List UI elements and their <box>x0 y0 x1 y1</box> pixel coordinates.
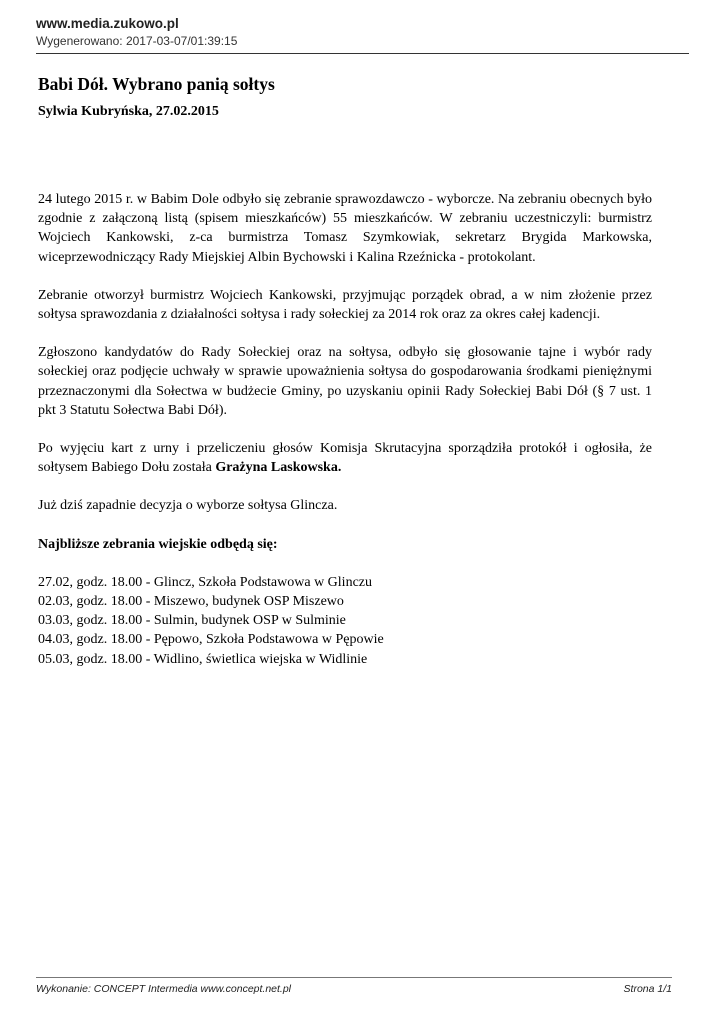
paragraph-2: Zebranie otworzył burmistrz Wojciech Kankowski, przyjmując porządek obrad, a w nim złożenie przez sołtysa sprawozdania z działalności sołtysa i rady sołeckiej za 2014 rok oraz za okres całej kadencji. <box>38 287 652 323</box>
elected-soltys-name: Grażyna Laskowska. <box>215 460 342 476</box>
meeting-item: 04.03, godz. 18.00 - Pępowo, Szkoła Podstawowa w Pępowie <box>38 632 384 648</box>
footer-credit: Wykonanie: CONCEPT Intermedia www.concept.net.pl <box>36 983 292 995</box>
page-number: Strona 1/1 <box>623 983 672 995</box>
paragraph-3: Zgłoszono kandydatów do Rady Sołeckiej oraz na sołtysa, odbyło się głosowanie tajne i wybór rady sołeckiej oraz podjęcie uchwały w sprawie upoważnienia sołtysa do gospodarowania środkami pieniężnymi przeznaczonymi dla Sołectwa w budżecie Gminy, po uzyskaniu opinii Rady Sołeckiej Babi Dół (§ 7 ust. 1 pkt 3 Statutu Sołectwa Babi Dół). <box>38 345 652 418</box>
meeting-item: 03.03, godz. 18.00 - Sulmin, budynek OSP w Sulminie <box>38 613 346 629</box>
meetings-heading: Najbliższe zebrania wiejskie odbędą się: <box>38 536 278 552</box>
article-byline: Sylwia Kubryńska, 27.02.2015 <box>38 104 219 119</box>
paragraph-1: 24 lutego 2015 r. w Babim Dole odbyło się zebranie sprawozdawczo - wyborcze. Na zebraniu obecnych było zgodnie z załączoną listą (spisem mieszkańców) 55 mieszkańców. W zebraniu uczestniczyli: burmistrz Wojciech Kankowski, z-ca burmistrza Tomasz Szymkowiak, sekretarz Brygida Markowska, wiceprzewodniczący Rady Miejskiej Albin Bychowski i Kalina Rzeźnicka - protokolant. <box>38 192 652 265</box>
article-title: Babi Dół. Wybrano panią sołtys <box>38 74 275 94</box>
header-divider <box>36 53 689 54</box>
meeting-item: 05.03, godz. 18.00 - Widlino, świetlica wiejska w Widlinie <box>38 651 368 667</box>
footer-divider <box>36 977 672 978</box>
paragraph-4-text: Po wyjęciu kart z urny i przeliczeniu głosów Komisja Skrutacyjna sporządziła protokół i ogłosiła, że sołtysem Babiego Dołu została <box>38 441 652 476</box>
paragraph-4 <box>38 439 652 477</box>
meeting-item: 27.02, godz. 18.00 - Glincz, Szkoła Podstawowa w Glinczu <box>38 574 372 590</box>
site-url: www.media.zukowo.pl <box>36 16 179 31</box>
generated-timestamp: Wygenerowano: 2017-03-07/01:39:15 <box>36 34 238 48</box>
meeting-item: 02.03, godz. 18.00 - Miszewo, budynek OSP Miszewo <box>38 594 344 610</box>
meetings-list <box>38 573 652 669</box>
article-body <box>38 190 652 669</box>
paragraph-5: Już dziś zapadnie decyzja o wyborze sołtysa Glincza. <box>38 498 338 514</box>
